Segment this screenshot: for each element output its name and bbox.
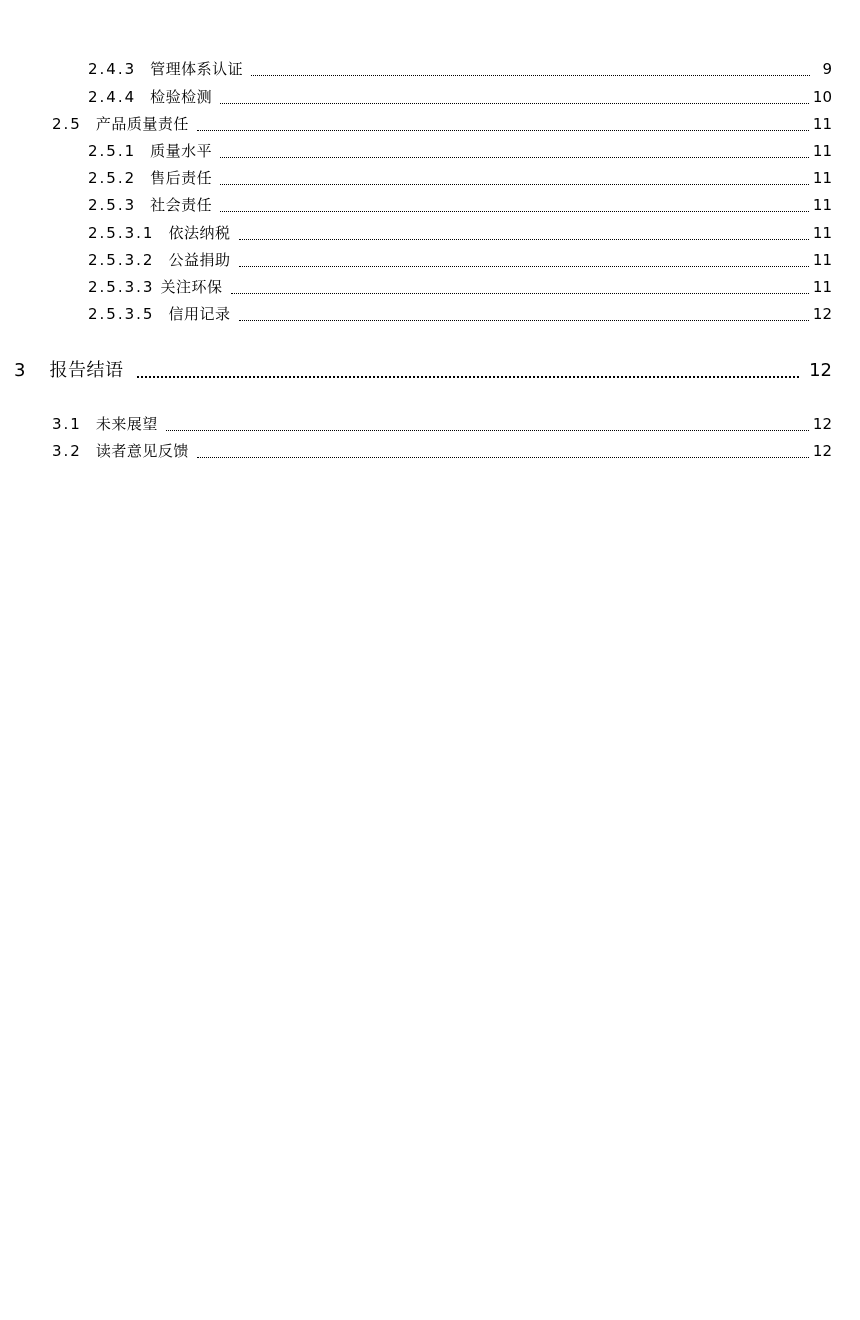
toc-entry[interactable] <box>88 58 832 79</box>
toc-entry-number: 2.5.2 <box>88 169 137 187</box>
toc-entry-title: 售后责任 <box>150 169 213 187</box>
toc-entry[interactable] <box>88 140 832 161</box>
toc-dot-leader <box>197 456 809 458</box>
toc-entry-page: 11 <box>812 115 832 133</box>
toc-entry-page: 12 <box>812 442 832 460</box>
toc-entry[interactable] <box>52 413 832 434</box>
toc-dot-leader <box>239 238 809 240</box>
toc-dot-leader <box>197 129 809 131</box>
toc-dot-leader <box>239 265 809 267</box>
toc-entry-number: 2.4.3 <box>88 60 137 78</box>
toc-dot-leader <box>220 102 809 104</box>
toc-entry-page: 10 <box>812 88 832 106</box>
toc-entry-number: 2.5.3.1 <box>88 224 155 242</box>
toc-entry-title: 管理体系认证 <box>150 60 244 78</box>
toc-entry[interactable] <box>52 440 832 461</box>
toc-entry-number: 2.5.3.3 <box>88 278 155 296</box>
toc-entry-page: 11 <box>812 196 832 214</box>
toc-entry-page: 12 <box>809 360 832 381</box>
toc-entry-page: 12 <box>812 415 832 433</box>
toc-entry[interactable] <box>88 86 832 107</box>
toc-entry-title: 检验检测 <box>150 88 213 106</box>
toc-entry-number: 2.4.4 <box>88 88 137 106</box>
toc-entry-title: 信用记录 <box>168 305 231 323</box>
toc-entry[interactable] <box>88 222 832 243</box>
toc-entry-title: 关注环保 <box>160 278 223 296</box>
toc-entry-number: 3.2 <box>52 442 82 460</box>
toc-dot-leader <box>137 375 799 378</box>
toc-entry-title: 报告结语 <box>49 360 124 381</box>
toc-entry-number: 2.5.1 <box>88 142 137 160</box>
toc-entry-page: 12 <box>812 305 832 323</box>
toc-entry-page: 11 <box>812 278 832 296</box>
toc-dot-leader <box>220 156 809 158</box>
toc-entry-title: 未来展望 <box>95 415 158 433</box>
toc-entry-number: 3 <box>14 360 28 381</box>
toc-entry-title: 社会责任 <box>150 196 213 214</box>
toc-entry[interactable] <box>88 249 832 270</box>
toc-dot-leader <box>220 183 809 185</box>
toc-entry-title: 公益捐助 <box>168 251 231 269</box>
toc-entry[interactable] <box>88 194 832 215</box>
toc-entry-number: 2.5.3 <box>88 196 137 214</box>
toc-dot-leader <box>220 210 809 212</box>
toc-entry-page: 11 <box>812 224 832 242</box>
toc-entry-title: 产品质量责任 <box>95 115 189 133</box>
toc-dot-leader <box>166 429 809 431</box>
toc-entry-number: 2.5.3.5 <box>88 305 155 323</box>
toc-entry-title: 质量水平 <box>150 142 213 160</box>
toc-entry-title: 读者意见反馈 <box>95 442 189 460</box>
toc-entry[interactable] <box>88 167 832 188</box>
toc-dot-leader <box>231 292 809 294</box>
toc-entry-page: 9 <box>822 60 832 78</box>
toc-entry[interactable] <box>52 113 832 134</box>
toc-entry-number: 2.5.3.2 <box>88 251 155 269</box>
toc-entry-number: 3.1 <box>52 415 82 433</box>
toc-entry-page: 11 <box>812 251 832 269</box>
toc-entry[interactable] <box>88 303 832 324</box>
toc-entry-page: 11 <box>812 169 832 187</box>
toc-dot-leader <box>239 319 809 321</box>
toc-entry-title: 依法纳税 <box>168 224 231 242</box>
toc-dot-leader <box>251 74 810 76</box>
toc-entry-page: 11 <box>812 142 832 160</box>
toc-entry[interactable] <box>88 276 832 297</box>
toc-entry-number: 2.5 <box>52 115 82 133</box>
toc-chapter-entry[interactable] <box>14 356 832 382</box>
